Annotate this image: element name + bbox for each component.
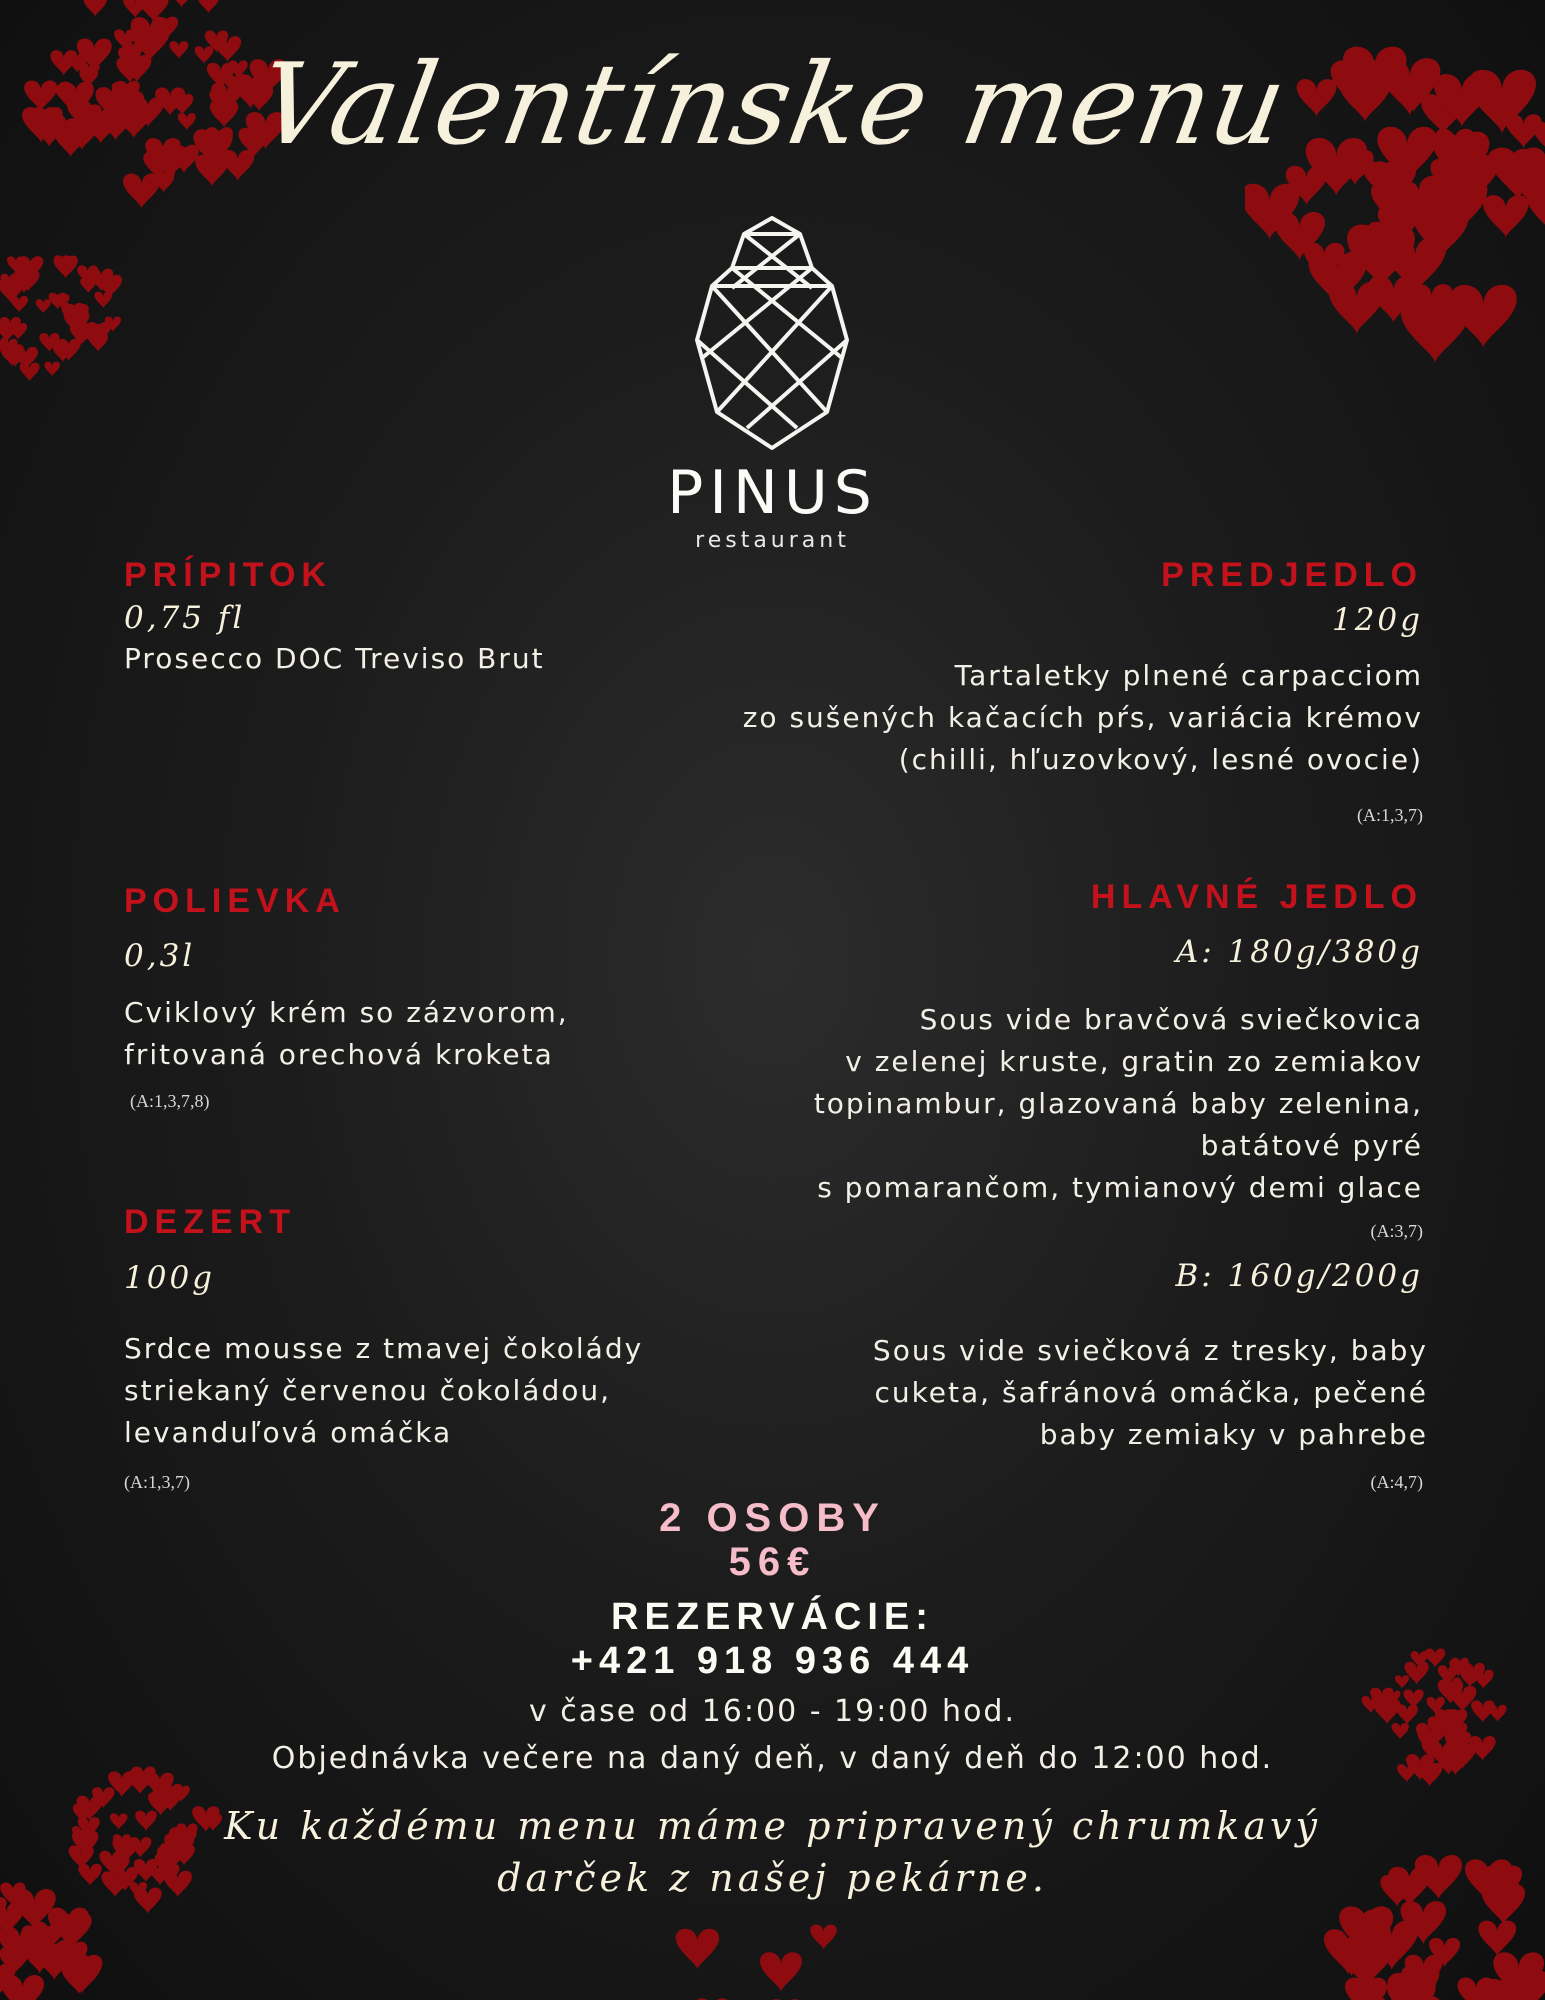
option-b-allergens: (A:4,7) (1370, 1472, 1423, 1492)
predjedlo-allergens: (A:1,3,7) (1357, 805, 1423, 825)
option-b-line: Sous vide sviečková z tresky, baby (872, 1334, 1428, 1367)
predjedlo-line: (chilli, hľuzovkový, lesné ovocie) (898, 743, 1423, 776)
heart-icon (167, 0, 197, 8)
option-a-line: s pomarančom, tymianový demi glace (817, 1171, 1423, 1204)
polievka-size: 0,3l (124, 938, 196, 974)
reservation-label: REZERVÁCIE: (611, 1596, 934, 1638)
dezert-size: 100g (124, 1260, 216, 1296)
brand-subtitle: restaurant (695, 528, 850, 553)
predjedlo-line: zo sušených kačacích pŕs, variácia krémov (742, 701, 1423, 734)
heart-icon (676, 1929, 719, 1970)
heart-cluster-bottom-center (620, 1920, 880, 2000)
option-a-line: Sous vide bravčová sviečkovica (919, 1003, 1423, 1036)
option-a-line: v zelenej kruste, gratin zo zemiakov (845, 1045, 1423, 1078)
pine-cone-icon (672, 212, 872, 462)
option-b-line: cuketa, šafránová omáčka, pečené (874, 1376, 1428, 1409)
option-b-line: baby zemiaky v pahrebe (1039, 1418, 1428, 1451)
heart-icon (20, 363, 40, 382)
reservation-phone[interactable]: +421 918 936 444 (570, 1640, 975, 1682)
heart-icon (1457, 1978, 1494, 2000)
option-a-line: batátové pyré (1200, 1129, 1423, 1162)
heart-icon (36, 299, 51, 313)
dezert-allergens: (A:1,3,7) (124, 1472, 190, 1492)
polievka-heading: POLIEVKA (124, 882, 346, 920)
price-persons: 2 OSOBY (659, 1496, 886, 1540)
predjedlo-size: 120g (1331, 602, 1423, 638)
gift-line: darček z našej pekárne. (497, 1856, 1048, 1900)
heart-icon (10, 296, 28, 313)
heart-icon (198, 0, 219, 13)
dezert-heading: DEZERT (124, 1203, 296, 1241)
page-title: Valentínske menu (248, 40, 1297, 170)
polievka-line: fritovaná orechová kroketa (124, 1038, 554, 1071)
reservation-note: Objednávka večere na daný deň, v daný deň do 12:00 hod. (271, 1741, 1274, 1776)
predjedlo-heading: PREDJEDLO (1161, 556, 1423, 594)
reservation-hours: v čase od 16:00 - 19:00 hod. (528, 1694, 1016, 1729)
predjedlo-line: Tartaletky plnené carpacciom (954, 659, 1423, 692)
heart-icon (810, 1924, 837, 1949)
pripitok-line: Prosecco DOC Treviso Brut (124, 642, 545, 675)
option-a-allergens: (A:3,7) (1370, 1221, 1423, 1241)
heart-icon (123, 174, 160, 209)
hlavne-jedlo-heading: HLAVNÉ JEDLO (1090, 878, 1423, 916)
dezert-line: Srdce mousse z tmavej čokolády (124, 1332, 644, 1365)
heart-icon (760, 1952, 802, 1992)
heart-icon (84, 0, 107, 17)
price-amount: 56€ (728, 1540, 817, 1584)
heart-icon (1483, 195, 1528, 238)
pripitok-size: 0,75 fl (124, 600, 246, 636)
heart-icon (1478, 1921, 1516, 1957)
option-b-size: B: 160g/200g (1175, 1258, 1423, 1294)
heart-icon (45, 362, 61, 377)
pripitok-heading: PRÍPITOK (124, 556, 332, 594)
polievka-allergens: (A:1,3,7,8) (130, 1091, 210, 1111)
brand-name: PINUS (667, 458, 878, 528)
option-a-line: topinambur, glazovaná baby zelenina, (813, 1087, 1423, 1120)
option-a-size: A: 180g/380g (1175, 934, 1423, 970)
dezert-line: striekaný červenou čokoládou, (124, 1374, 611, 1407)
dezert-line: levanduľová omáčka (124, 1416, 453, 1449)
polievka-line: Cviklový krém so zázvorom, (124, 996, 569, 1029)
gift-line: Ku každému menu máme pripravený chrumkavý (224, 1804, 1321, 1848)
